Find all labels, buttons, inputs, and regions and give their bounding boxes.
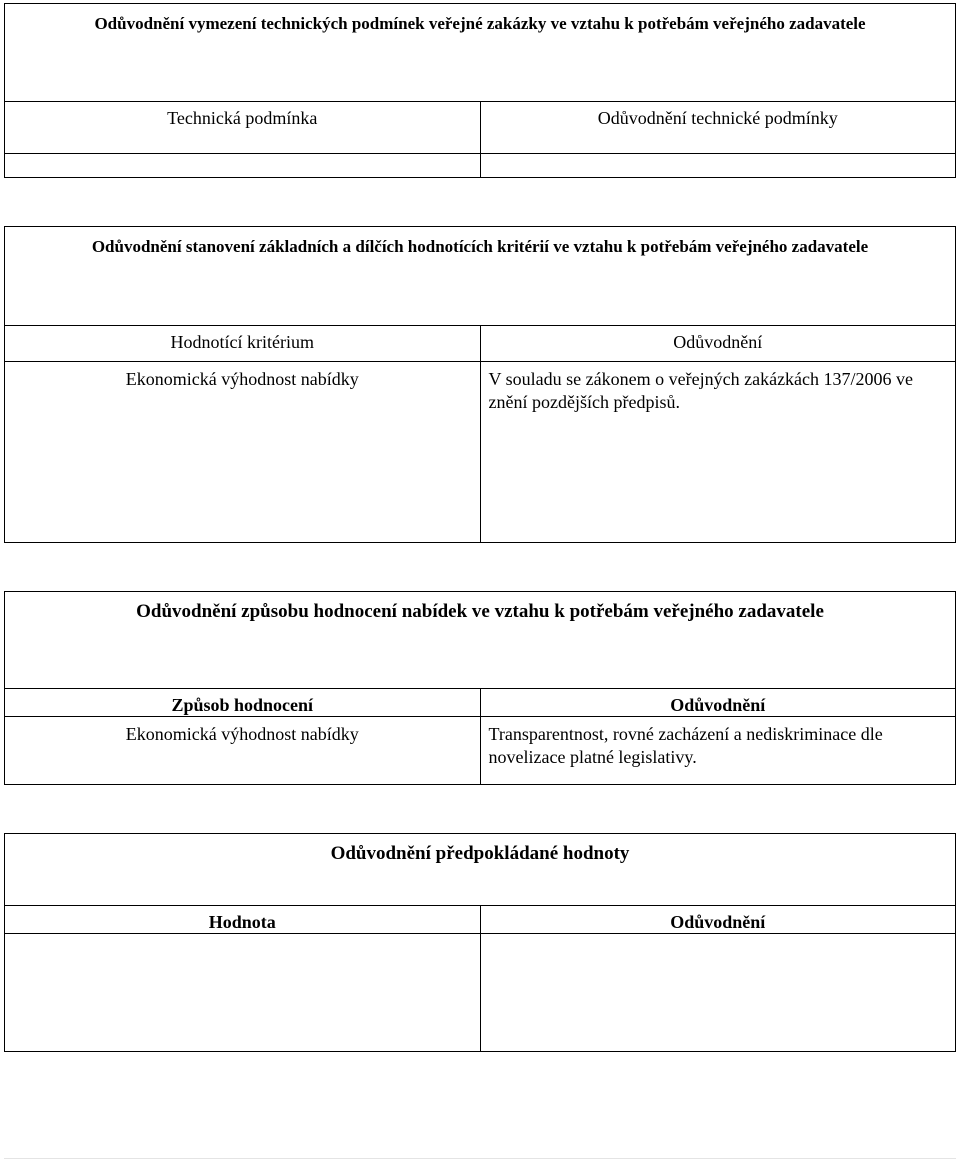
technical-condition-reason-header: Odůvodnění technické podmínky (480, 102, 956, 154)
value-cell (5, 934, 481, 1052)
evaluation-criteria-table (4, 226, 956, 543)
method-header: Způsob hodnocení (5, 689, 481, 717)
estimated-value-table (4, 833, 956, 1052)
method-value: Ekonomická výhodnost nabídky (5, 717, 481, 785)
criterion-reason-value: V souladu se zákonem o veřejných zakázkách 137/2006 ve znění pozdějších předpisů. (480, 362, 956, 543)
page-footer-divider (4, 1158, 956, 1159)
technical-conditions-table (4, 3, 956, 178)
technical-conditions-title: Odůvodnění vymezení technických podmínek veřejné zakázky ve vztahu k potřebám veřejného zadavatele (5, 4, 956, 102)
estimated-value-title: Odůvodnění předpokládané hodnoty (5, 834, 956, 906)
evaluation-method-table (4, 591, 956, 785)
technical-condition-header: Technická podmínka (5, 102, 481, 154)
evaluation-method-title: Odůvodnění způsobu hodnocení nabídek ve vztahu k potřebám veřejného zadavatele (5, 592, 956, 689)
technical-condition-reason-cell (480, 154, 956, 178)
value-reason-header: Odůvodnění (480, 906, 956, 934)
method-reason-header: Odůvodnění (480, 689, 956, 717)
method-reason-value: Transparentnost, rovné zacházení a nediskriminace dle novelizace platné legislativy. (480, 717, 956, 785)
evaluation-criteria-title: Odůvodnění stanovení základních a dílčích hodnotících kritérií ve vztahu k potřebám veřejného zadavatele (5, 227, 956, 326)
criterion-header: Hodnotící kritérium (5, 326, 481, 362)
value-reason-cell (480, 934, 956, 1052)
criterion-reason-header: Odůvodnění (480, 326, 956, 362)
criterion-value: Ekonomická výhodnost nabídky (5, 362, 481, 543)
technical-condition-cell (5, 154, 481, 178)
value-header: Hodnota (5, 906, 481, 934)
